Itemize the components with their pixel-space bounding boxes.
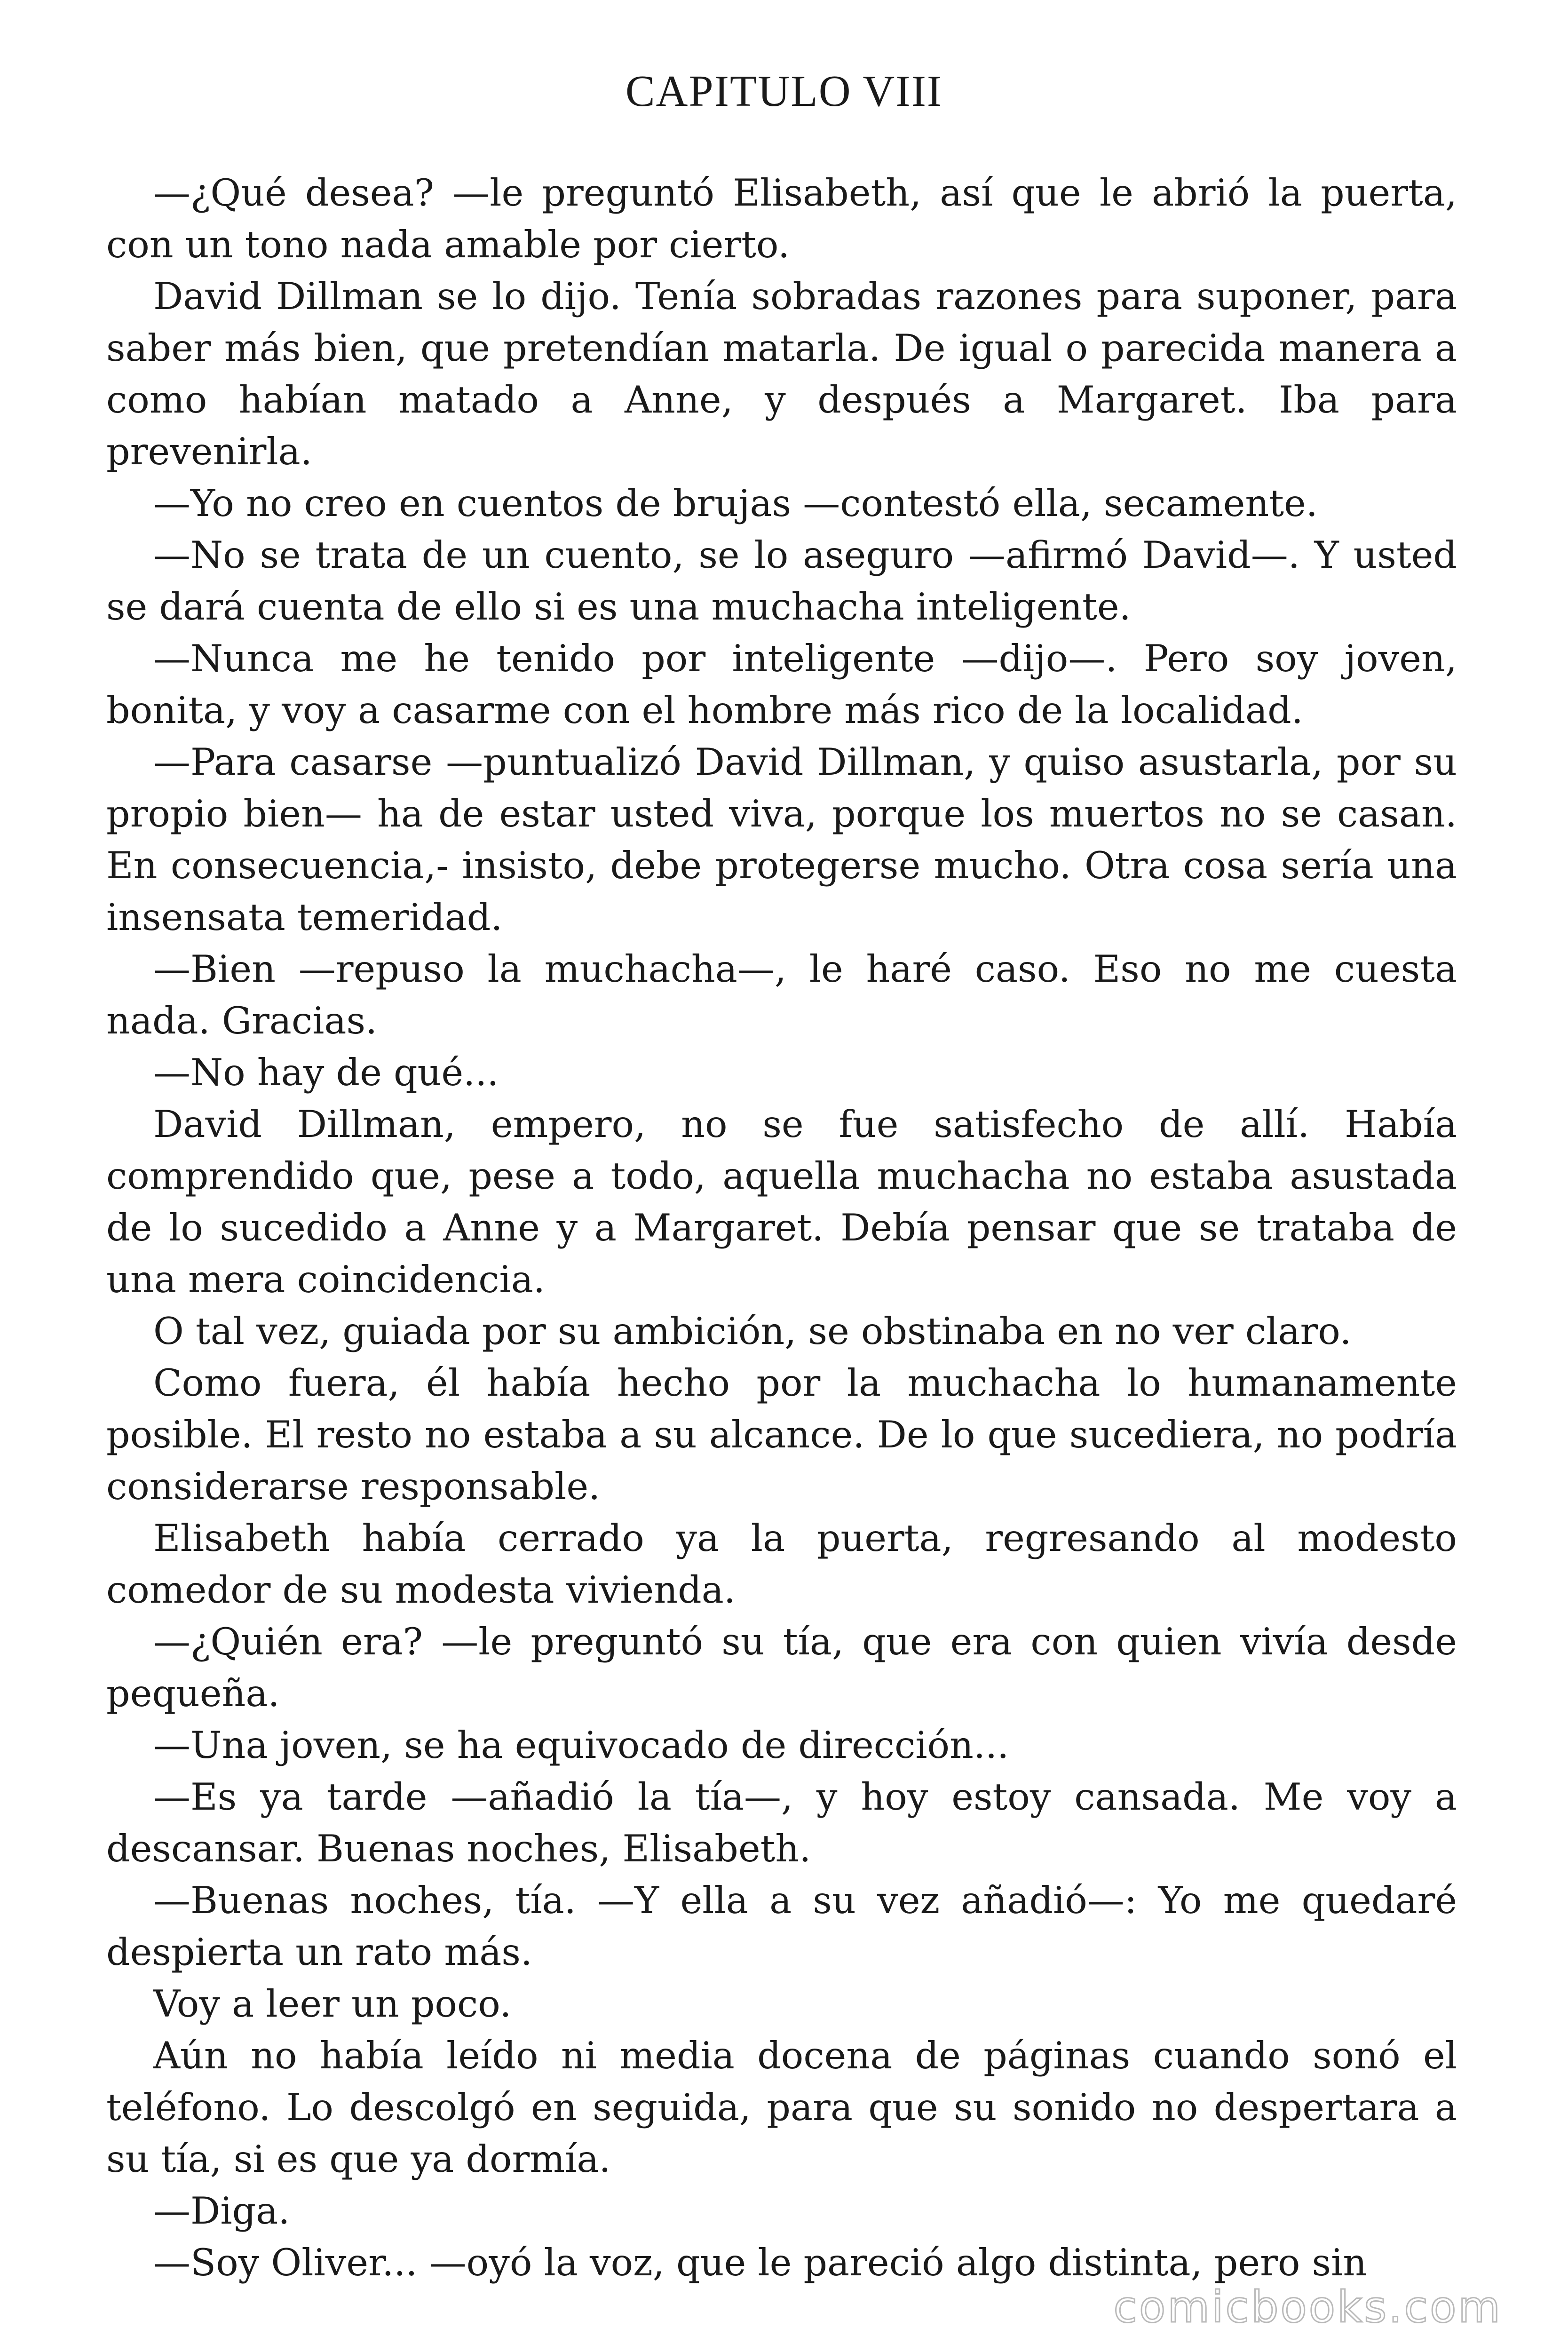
paragraph: David Dillman, empero, no se fue satisfecho de allí. Había comprendido que, pese a todo, aquella muchacha no estaba asustada de lo sucedido a Anne y a Margaret. Debía pensar que se trataba de una mera coincidencia. bbox=[106, 1103, 1457, 1301]
paragraph: Elisabeth había cerrado ya la puerta, regresando al modesto comedor de su modesta vivienda. bbox=[106, 1517, 1457, 1612]
paragraph: —Es ya tarde —añadió la tía—, y hoy estoy cansada. Me voy a descansar. Buenas noches, Elisabeth. bbox=[106, 1775, 1457, 1870]
paragraph: David Dillman se lo dijo. Tenía sobradas razones para suponer, para saber más bien, que pretendían matarla. De igual o parecida manera a como habían matado a Anne, y después a Margaret. Iba para prevenirla. bbox=[106, 275, 1457, 473]
paragraph: —No se trata de un cuento, se lo aseguro —afirmó David—. Y usted se dará cuenta de ello si es una muchacha inteligente. bbox=[106, 533, 1457, 628]
paragraph: Voy a leer un poco. bbox=[153, 1982, 512, 2026]
paragraph: —Nunca me he tenido por inteligente —dijo—. Pero soy joven, bonita, y voy a casarme con el hombre más rico de la localidad. bbox=[106, 637, 1457, 732]
paragraph: —Buenas noches, tía. —Y ella a su vez añadió—: Yo me quedaré despierta un rato más. bbox=[106, 1879, 1457, 1974]
chapter-body bbox=[106, 167, 1457, 2288]
paragraph: O tal vez, guiada por su ambición, se obstinaba en no ver claro. bbox=[153, 1310, 1352, 1353]
chapter-title: CAPITULO VIII bbox=[625, 67, 943, 116]
paragraph: —¿Qué desea? —le preguntó Elisabeth, así que le abrió la puerta, con un tono nada amable por cierto. bbox=[106, 171, 1457, 266]
paragraph: —Diga. bbox=[153, 2189, 290, 2233]
paragraph: —¿Quién era? —le preguntó su tía, que era con quien vivía desde pequeña. bbox=[106, 1620, 1457, 1715]
paragraph: —Bien —repuso la muchacha—, le haré caso. Eso no me cuesta nada. Gracias. bbox=[106, 947, 1457, 1042]
paragraph: —No hay de qué... bbox=[153, 1051, 499, 1094]
paragraph: —Una joven, se ha equivocado de dirección... bbox=[153, 1724, 1009, 1767]
paragraph: Como fuera, él había hecho por la muchacha lo humanamente posible. El resto no estaba a su alcance. De lo que sucediera, no podría considerarse responsable. bbox=[106, 1361, 1457, 1508]
watermark: comicbooks.com bbox=[1113, 2282, 1502, 2332]
paragraph: —Para casarse —puntualizó David Dillman, y quiso asustarla, por su propio bien— ha de estar usted viva, porque los muertos no se casan. En consecuencia,- insisto, debe protegerse mucho. Otra cosa sería una insensata temeridad. bbox=[106, 740, 1457, 939]
paragraph: Aún no había leído ni media docena de páginas cuando sonó el teléfono. Lo descolgó en seguida, para que su sonido no despertara a su tía, si es que ya dormía. bbox=[106, 2034, 1457, 2181]
paragraph: —Soy Oliver... —oyó la voz, que le pareció algo distinta, pero sin bbox=[153, 2241, 1367, 2284]
paragraph: —Yo no creo en cuentos de brujas —contestó ella, secamente. bbox=[153, 482, 1318, 525]
